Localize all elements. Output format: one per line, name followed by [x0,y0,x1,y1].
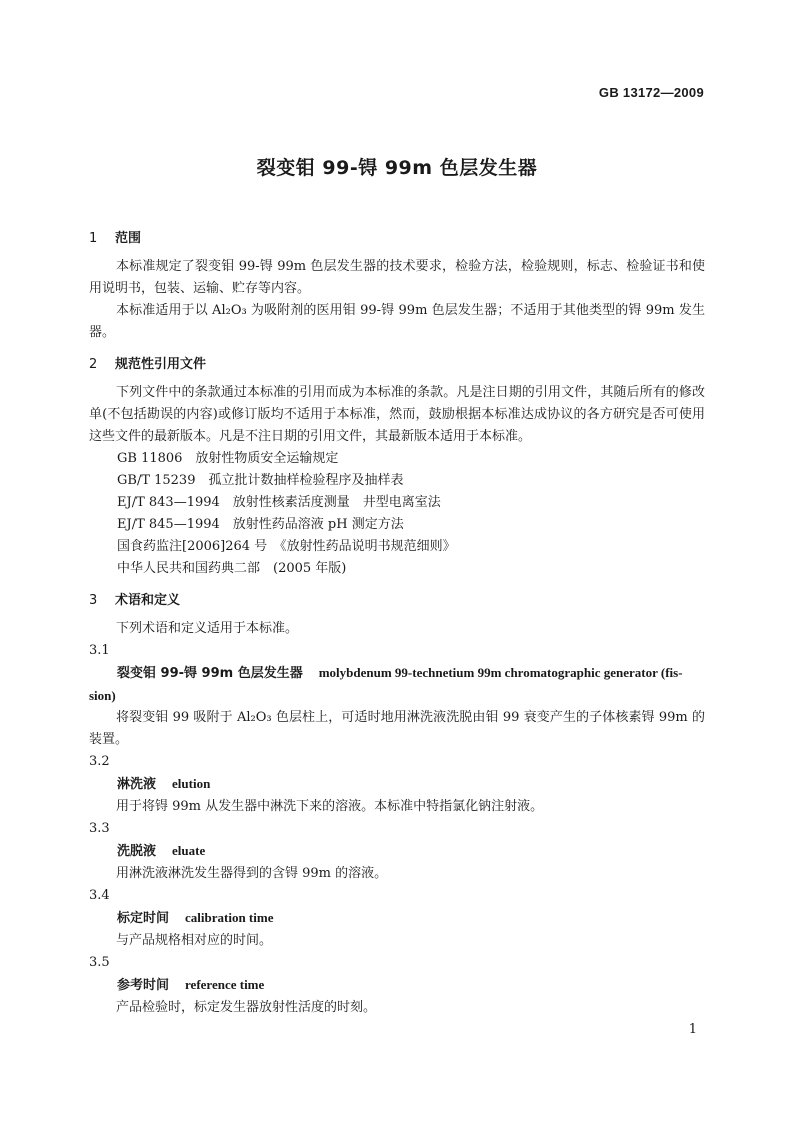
standard-code: GB 13172—2009 [598,85,704,100]
section-title: 规范性引用文件 [115,357,207,372]
term-heading [89,840,705,863]
section-heading-normative-references [89,354,705,376]
clause-number: 3.3 [89,821,110,836]
clause-number: 3.2 [89,754,110,769]
reference-item: GB 11806 放射性物质安全运输规定 [117,451,339,466]
section-number: 2 [89,357,98,372]
term-definition: 产品检验时，标定发生器放射性活度的时刻。 [116,1000,377,1015]
clause-number: 3.4 [89,888,110,903]
reference-item: 中华人民共和国药典二部 (2005 年版) [117,561,347,576]
paragraph: 本标准适用于以 Al₂O₃ 为吸附剂的医用钼 99-锝 99m 色层发生器；不适用于其他类型的锝 99m 发生器。 [89,303,705,340]
document-title: 裂变钼 99-锝 99m 色层发生器 [256,157,538,179]
reference-item: GB/T 15239 孤立批计数抽样检验程序及抽样表 [117,473,404,488]
reference-list [89,448,705,580]
term-english: reference time [185,977,265,992]
clause-number: 3.1 [89,643,110,658]
term-definition: 将裂变钼 99 吸附于 Al₂O₃ 色层柱上，可适时地用淋洗液洗脱由钼 99 衰变产生的子体核素锝 99m 的装置。 [89,710,705,747]
term-heading [89,662,705,685]
term-chinese: 淋洗液 [117,777,157,792]
term-chinese: 参考时间 [117,978,170,993]
document-body [89,220,705,1019]
paragraph: 下列文件中的条款通过本标准的引用而成为本标准的条款。凡是注日期的引用文件，其随后所有的修改单(不包括勘误的内容)或修订版均不适用于本标准，然而，鼓励根据本标准达成协议的各方研究是否可使用这些文件的最新版本。凡是不注日期的引用文件，其最新版本适用于本标准。 [89,385,705,444]
reference-item: EJ/T 845—1994 放射性药品溶液 pH 测定方法 [117,517,404,532]
term-english: elution [172,776,211,791]
section-number: 3 [89,593,98,608]
term-english: calibration time [185,910,274,925]
reference-item: 国食药监注[2006]264 号 《放射性药品说明书规范细则》 [117,539,456,554]
term-english: molybdenum 99-technetium 99m chromatographic generator (fis- [318,665,683,680]
section-heading-terms [89,590,705,612]
term-definition: 用于将锝 99m 从发生器中淋洗下来的溶液。本标准中特指氯化钠注射液。 [116,799,544,814]
term-heading [89,974,705,997]
page-number: 1 [688,1022,697,1037]
section-heading-scope [89,228,705,250]
term-heading [89,907,705,930]
section-title: 术语和定义 [115,593,181,608]
term-chinese: 标定时间 [117,911,170,926]
term-english-continued: sion) [89,688,116,703]
clause-number: 3.5 [89,955,110,970]
term-chinese: 洗脱液 [117,844,157,859]
term-heading [89,773,705,796]
section-number: 1 [89,231,98,246]
term-definition: 与产品规格相对应的时间。 [116,933,273,948]
term-english: eluate [172,843,206,858]
section-title: 范围 [115,231,142,246]
term-definition: 用淋洗液淋洗发生器得到的含锝 99m 的溶液。 [116,866,388,881]
paragraph: 下列术语和定义适用于本标准。 [116,621,299,636]
term-chinese: 裂变钼 99-锝 99m 色层发生器 [117,666,303,681]
paragraph: 本标准规定了裂变钼 99-锝 99m 色层发生器的技术要求，检验方法，检验规则，标志、检验证书和使用说明书，包装、运输、贮存等内容。 [89,259,705,296]
reference-item: EJ/T 843—1994 放射性核素活度测量 井型电离室法 [117,495,441,510]
